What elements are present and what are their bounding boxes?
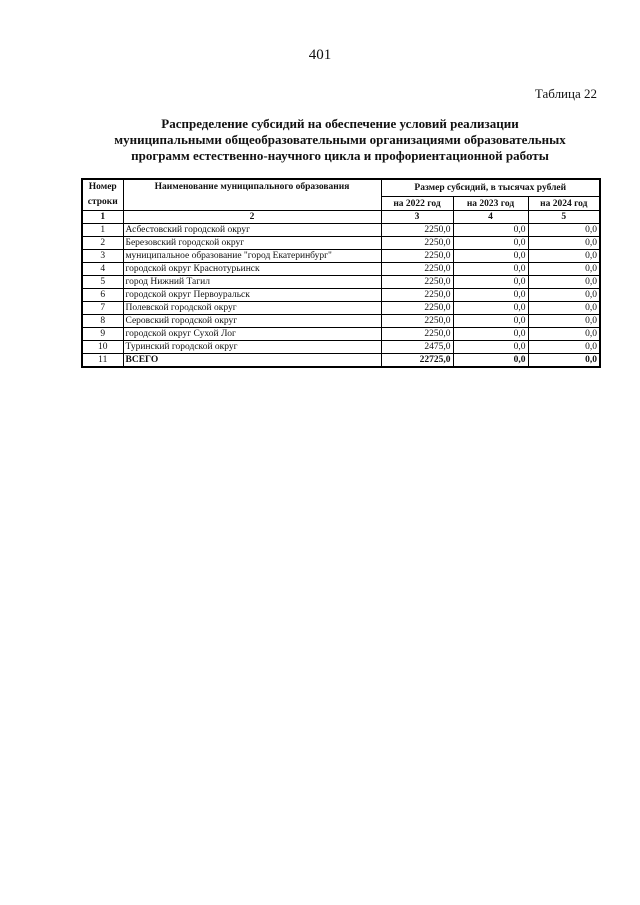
amount-2024: 0,0: [528, 224, 600, 237]
municipality-name: городской округ Сухой Лог: [123, 328, 381, 341]
amount-2023: 0,0: [453, 224, 528, 237]
row-number: 10: [82, 341, 123, 354]
row-number: 4: [82, 263, 123, 276]
municipality-name: Асбестовский городской округ: [123, 224, 381, 237]
row-number: 7: [82, 302, 123, 315]
table-row: [82, 289, 600, 302]
table-row: [82, 224, 600, 237]
table-row: [82, 276, 600, 289]
municipality-name: Березовский городской округ: [123, 237, 381, 250]
row-number: 6: [82, 289, 123, 302]
amount-2022: 2250,0: [381, 237, 453, 250]
amount-2024: 0,0: [528, 276, 600, 289]
amount-2023: 0,0: [453, 276, 528, 289]
amount-2022: 2250,0: [381, 224, 453, 237]
title-line-3: программ естественно-научного цикла и профориентационной работы: [131, 148, 549, 163]
header-row: [82, 179, 600, 197]
municipality-name: городской округ Первоуральск: [123, 289, 381, 302]
total-2023: 0,0: [453, 354, 528, 368]
row-number: 5: [82, 276, 123, 289]
row-number: 9: [82, 328, 123, 341]
amount-2024: 0,0: [528, 302, 600, 315]
header-year-2024: на 2024 год: [528, 197, 600, 211]
header-year-2022: на 2022 год: [381, 197, 453, 211]
municipality-name: муниципальное образование "город Екатеринбург": [123, 250, 381, 263]
municipality-name: город Нижний Тагил: [123, 276, 381, 289]
municipality-name: Полевской городской округ: [123, 302, 381, 315]
amount-2022: 2250,0: [381, 276, 453, 289]
total-row: [82, 354, 600, 368]
amount-2024: 0,0: [528, 315, 600, 328]
table-row: [82, 302, 600, 315]
amount-2024: 0,0: [528, 237, 600, 250]
table-row: [82, 263, 600, 276]
amount-2023: 0,0: [453, 250, 528, 263]
table-row: [82, 237, 600, 250]
table-row: [82, 250, 600, 263]
amount-2022: 2475,0: [381, 341, 453, 354]
amount-2023: 0,0: [453, 341, 528, 354]
amount-2022: 2250,0: [381, 263, 453, 276]
amount-2024: 0,0: [528, 263, 600, 276]
table-label: Таблица 22: [534, 86, 597, 101]
amount-2022: 2250,0: [381, 328, 453, 341]
amount-2023: 0,0: [453, 315, 528, 328]
amount-2023: 0,0: [453, 263, 528, 276]
amount-2022: 2250,0: [381, 315, 453, 328]
amount-2024: 0,0: [528, 341, 600, 354]
amount-2023: 0,0: [453, 302, 528, 315]
amount-2023: 0,0: [453, 289, 528, 302]
amount-2022: 2250,0: [381, 289, 453, 302]
table-row: [82, 328, 600, 341]
amount-2024: 0,0: [528, 328, 600, 341]
column-number: 2: [123, 211, 381, 224]
subsidies-table: [81, 178, 601, 368]
municipality-name: Серовский городской округ: [123, 315, 381, 328]
header-year-2023: на 2023 год: [453, 197, 528, 211]
row-number: 1: [82, 224, 123, 237]
table-row: [82, 341, 600, 354]
header-row-number: Номер строки: [82, 179, 123, 211]
row-number: 3: [82, 250, 123, 263]
total-2022: 22725,0: [381, 354, 453, 368]
total-2024: 0,0: [528, 354, 600, 368]
amount-2024: 0,0: [528, 289, 600, 302]
row-number: 11: [82, 354, 123, 368]
amount-2022: 2250,0: [381, 302, 453, 315]
column-number: 5: [528, 211, 600, 224]
municipality-name: городской округ Краснотурьинск: [123, 263, 381, 276]
column-number: 4: [453, 211, 528, 224]
row-number: 8: [82, 315, 123, 328]
column-numbers-row: [82, 211, 600, 224]
page-number: 401: [308, 47, 332, 63]
column-number: 3: [381, 211, 453, 224]
amount-2023: 0,0: [453, 328, 528, 341]
title-line-2: муниципальными общеобразовательными организациями образовательных: [114, 132, 566, 147]
total-label: ВСЕГО: [123, 354, 381, 368]
row-number: 2: [82, 237, 123, 250]
column-number: 1: [82, 211, 123, 224]
header-municipality-name: Наименование муниципального образования: [123, 179, 381, 211]
header-amount-group: Размер субсидий, в тысячах рублей: [381, 179, 600, 197]
title-line-1: Распределение субсидий на обеспечение условий реализации: [161, 116, 519, 131]
municipality-name: Туринский городской округ: [123, 341, 381, 354]
table-row: [82, 315, 600, 328]
amount-2024: 0,0: [528, 250, 600, 263]
document-title: [80, 116, 600, 164]
amount-2023: 0,0: [453, 237, 528, 250]
amount-2022: 2250,0: [381, 250, 453, 263]
